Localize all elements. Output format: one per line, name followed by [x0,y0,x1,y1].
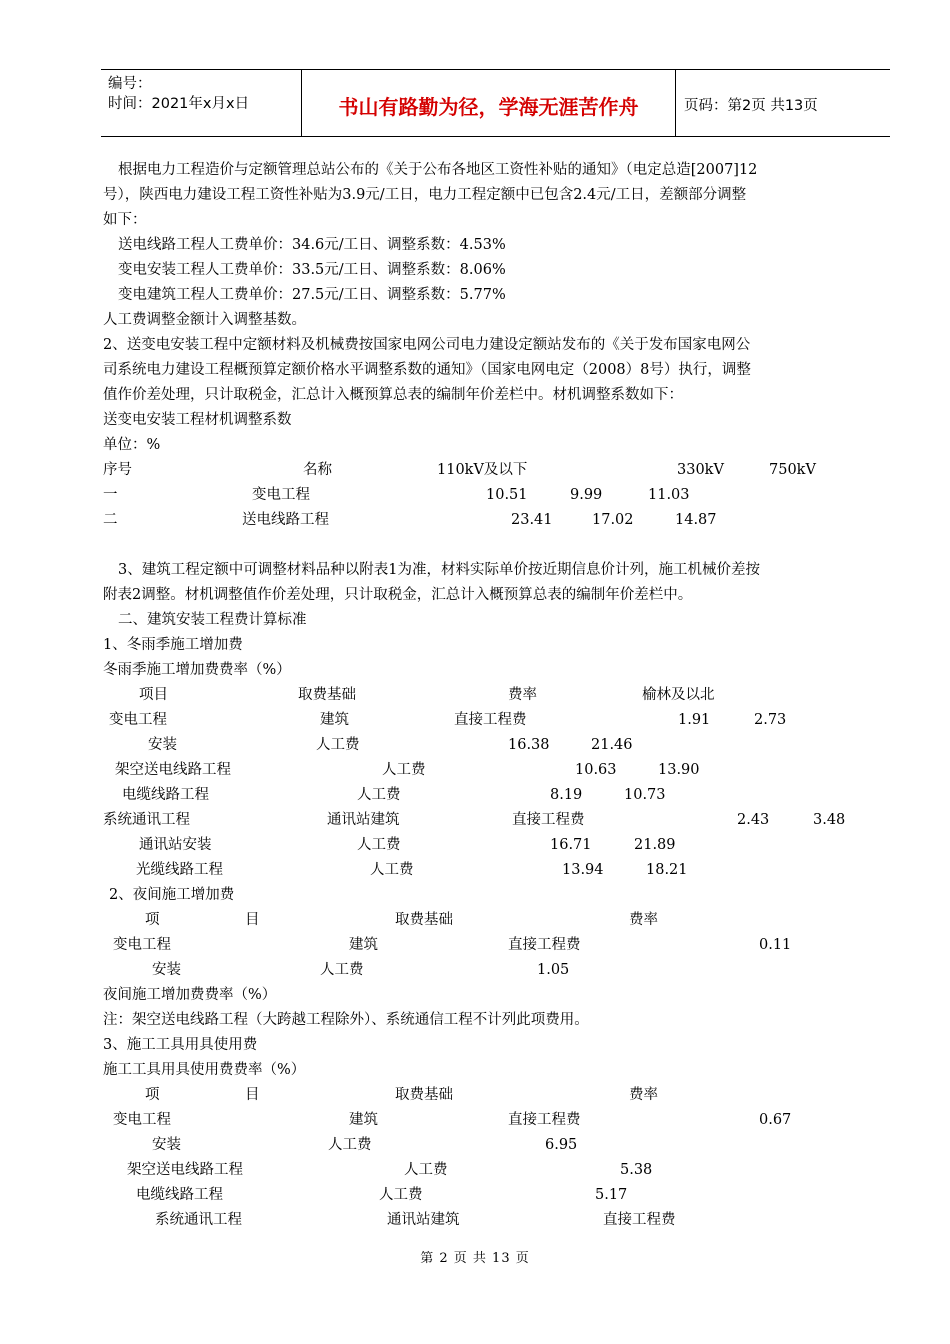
table-cell: 架空送电线路工程 [127,1162,243,1178]
table-header-cell: 费率 [508,687,537,703]
table-cell: 人工费 [320,962,364,978]
table-cell: 0.11 [759,937,792,953]
table-cell: 21.89 [634,837,676,853]
table-cell: 2.73 [754,712,787,728]
table-cell: 安装 [152,1137,181,1153]
table-cell: 23.41 [511,512,553,528]
section2-line-1: 2、送变电安装工程中定额材料及机械费按国家电网公司电力建设定额站发布的《关于发布国家电网公 [103,337,751,353]
table-cell: 10.63 [575,762,617,778]
table-header-cell: 目 [245,912,260,928]
table-cell: 建筑 [349,937,378,953]
table-cell: 送电线路工程 [242,512,329,528]
table-cell: 17.02 [592,512,634,528]
document-number-label: 编号： [108,76,152,92]
table-cell: 通讯站建筑 [387,1212,460,1228]
table-cell: 电缆线路工程 [136,1187,223,1203]
table-header-cell: 330kV [677,462,724,478]
table-cell: 二 [103,512,118,528]
winter-heading: 1、冬雨季施工增加费 [103,637,243,653]
table-cell: 1.91 [678,712,711,728]
table-cell: 安装 [152,962,181,978]
table-cell: 变电工程 [113,1112,171,1128]
night-note: 注：架空送电线路工程（大跨越工程除外）、系统通信工程不计列此项费用。 [103,1012,589,1028]
base-note: 人工费调整金额计入调整基数。 [103,312,306,328]
table-cell: 直接工程费 [603,1212,676,1228]
table-header-cell: 榆林及以北 [642,687,715,703]
table-cell: 直接工程费 [508,937,581,953]
table-cell: 变电工程 [109,712,167,728]
table-header-cell: 项 [145,912,160,928]
tools-table-title: 施工工具用具使用费费率（%） [103,1062,306,1078]
table-header-cell: 取费基础 [395,1087,453,1103]
intro-line-3: 如下： [103,212,147,228]
table-cell: 人工费 [379,1187,423,1203]
table-cell: 变电工程 [252,487,310,503]
table-cell: 人工费 [370,862,414,878]
table-cell: 一 [103,487,118,503]
table-cell: 系统通讯工程 [103,812,190,828]
table-header-cell: 费率 [629,912,658,928]
table-cell: 13.94 [562,862,604,878]
night-heading: 2、夜间施工增加费 [109,887,235,903]
table-cell: 5.17 [595,1187,628,1203]
rate-line-transmission: 送电线路工程人工费单价：34.6元/工日、调整系数：4.53% [118,237,506,253]
table-cell: 安装 [148,737,177,753]
page-footer: 第 2 页 共 13 页 [420,1251,530,1266]
intro-line-2: 号），陕西电力建设工程工资性补贴为3.9元/工日，电力工程定额中已包含2.4元/工日，差额部分调整 [103,187,747,203]
table-cell: 人工费 [357,787,401,803]
table-header-cell: 目 [245,1087,260,1103]
table-cell: 直接工程费 [512,812,585,828]
table-header-cell: 项目 [139,687,168,703]
section2-line-2: 司系统电力建设工程概预算定额价格水平调整系数的通知》（国家电网电定（2008）8号）执行，调整 [103,362,751,378]
table-cell: 人工费 [357,837,401,853]
table-cell: 11.03 [648,487,690,503]
table-cell: 10.73 [624,787,666,803]
night-table-title: 夜间施工增加费费率（%） [103,987,277,1003]
table-cell: 人工费 [382,762,426,778]
table-cell: 通讯站安装 [139,837,212,853]
header-page-cell [676,70,890,136]
table-cell: 0.67 [759,1112,792,1128]
header-page-info: 页码：第2页 共13页 [684,98,818,114]
section3-line-2: 附表2调整。材机调整值作价差处理，只计取税金，汇总计入概预算总表的编制年价差栏中。 [103,587,693,603]
table-cell: 直接工程费 [508,1112,581,1128]
table-cell: 14.87 [675,512,717,528]
header-motto-cell [302,70,676,136]
table-cell: 16.38 [508,737,550,753]
table-cell: 人工费 [316,737,360,753]
table-cell: 系统通讯工程 [155,1212,242,1228]
table-cell: 建筑 [349,1112,378,1128]
table-cell: 8.19 [550,787,583,803]
section2-line-3: 值作价差处理，只计取税金，汇总计入概预算总表的编制年价差栏中。材机调整系数如下： [103,387,683,403]
table-header-cell: 名称 [303,462,332,478]
winter-table-title: 冬雨季施工增加费费率（%） [103,662,291,678]
table-cell: 人工费 [404,1162,448,1178]
table-cell: 10.51 [486,487,528,503]
table-cell: 5.38 [620,1162,653,1178]
table-header-cell: 项 [145,1087,160,1103]
table-cell: 21.46 [591,737,633,753]
part2-title: 二、建筑安装工程费计算标准 [118,612,307,628]
table-cell: 电缆线路工程 [122,787,209,803]
table-cell: 18.21 [646,862,688,878]
table-cell: 6.95 [545,1137,578,1153]
tools-heading: 3、施工工具用具使用费 [103,1037,258,1053]
table-cell: 16.71 [550,837,592,853]
table-cell: 通讯站建筑 [327,812,400,828]
table-cell: 13.90 [658,762,700,778]
header-motto: 书山有路勤为径，学海无涯苦作舟 [338,95,639,119]
table-header-cell: 费率 [629,1087,658,1103]
table-cell: 1.05 [537,962,570,978]
table-cell: 直接工程费 [454,712,527,728]
rate-line-substation-build: 变电建筑工程人工费单价：27.5元/工日、调整系数：5.77% [118,287,506,303]
table-header-cell: 序号 [103,462,132,478]
table-header-cell: 取费基础 [395,912,453,928]
table-cell: 建筑 [320,712,349,728]
table-cell: 3.48 [813,812,846,828]
section3-line-1: 3、建筑工程定额中可调整材料品种以附表1为准，材料实际单价按近期信息价计列，施工机械价差按 [118,562,760,578]
table-header-cell: 取费基础 [298,687,356,703]
table-cell: 9.99 [570,487,603,503]
material-table-title: 送变电安装工程材机调整系数 [103,412,292,428]
header-meta-cell [101,70,302,136]
table-header-cell: 750kV [769,462,816,478]
rate-line-substation-install: 变电安装工程人工费单价：33.5元/工日、调整系数：8.06% [118,262,506,278]
intro-line-1: 根据电力工程造价与定额管理总站公布的《关于公布各地区工资性补贴的通知》（电定总造[2007]12 [118,162,758,178]
material-table-unit: 单位：% [103,437,161,453]
table-cell: 光缆线路工程 [136,862,223,878]
document-time-label: 时间：2021年x月x日 [108,96,250,112]
table-cell: 变电工程 [113,937,171,953]
table-cell: 2.43 [737,812,770,828]
table-cell: 人工费 [328,1137,372,1153]
page-header [101,69,890,137]
table-cell: 架空送电线路工程 [115,762,231,778]
table-header-cell: 110kV及以下 [437,462,528,478]
